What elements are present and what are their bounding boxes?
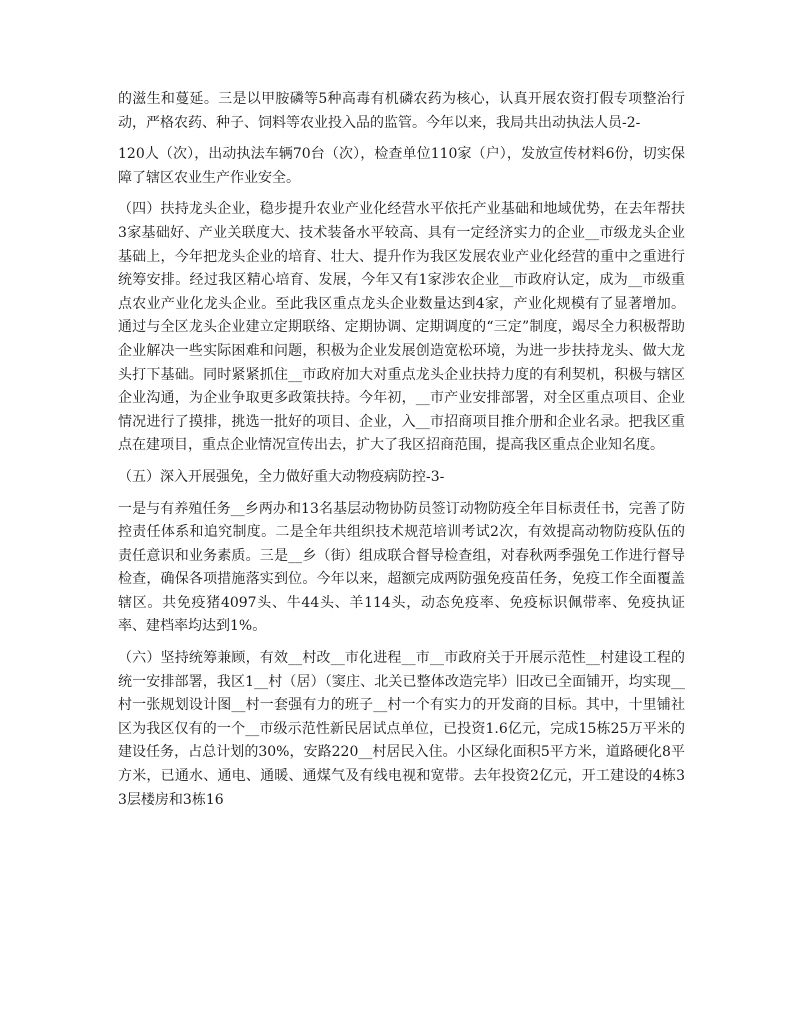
- paragraph-3: （四）扶持龙头企业，稳步提升农业产业化经营水平依托产业基础和地域优势，在去年帮扶3家基础好、产业关联度大、技术装备水平较高、具有一定经济实力的企业__市级龙头企业基础上，今年把龙头企业的培育、壮大、提升作为我区发展农业产业化经营的重中之重进行统筹安排。经过我区精心培育、发展，今年又有1家涉农企业__市政府认定，成为__市级重点农业产业化龙头企业。至此我区重点龙头企业数量达到4家，产业化规模有了显著增加。通过与全区龙头企业建立定期联络、定期协调、定期调度的“三定”制度，竭尽全力积极帮助企业解决一些实际困难和问题，积极为企业发展创造宽松环境，为进一步扶持龙头、做大龙头打下基础。同时紧紧抓住__市政府加大对重点龙头企业扶持力度的有利契机，积极与辖区企业沟通，为企业争取更多政策扶持。今年初，__市产业安排部署，对全区重点项目、企业情况进行了摸排，挑选一批好的项目、企业，入__市招商项目推介册和企业名录。把我区重点在建项目，重点企业情况宣传出去，扩大了我区招商范围，提高我区重点企业知名度。: [118, 201, 685, 454]
- paragraph-1: 的滋生和蔓延。三是以甲胺磷等5种高毒有机磷农药为核心，认真开展农资打假专项整治行动，严格农药、种子、饲料等农业投入品的监管。今年以来，我局共出动执法人员-2-: [118, 91, 685, 131]
- document-page: [118, 88, 685, 820]
- paragraph-5: 一是与有养殖任务__乡两办和13名基层动物协防员签订动物防疫全年目标责任书，完善了防控责任体系和追究制度。二是全年共组织技术规范培训考试2次，有效提高动物防疫队伍的责任意识和业务素质。三是__乡（街）组成联合督导检查组，对春秋两季强免工作进行督导检查，确保各项措施落实到位。今年以来，超额完成两防强免疫苗任务，免疫工作全面覆盖辖区。共免疫猪4097头、牛44头、羊114头，动态免疫率、免疫标识佩带率、免疫执证率、建档率均达到1%。: [118, 500, 685, 635]
- paragraph-4: （五）深入开展强免，全力做好重大动物疫病防控-3-: [118, 468, 445, 485]
- paragraph-6: （六）坚持统筹兼顾，有效__村改__市化进程__市__市政府关于开展示范性__村建设工程的统一安排部署，我区1__村（居）（窦庄、北关已整体改造完毕）旧改已全面铺开，均实现__村一张规划设计图__村一套强有力的班子__村一个有实力的开发商的目标。其中，十里铺社区为我区仅有的一个__市级示范性新民居试点单位，已投资1.6亿元，完成15栋25万平米的建设任务，占总计划的30%，安路220__村居民入住。小区绿化面积5平方米，道路硬化8平方米，已通水、通电、通暖、通煤气及有线电视和宽带。去年投资2亿元，开工建设的4栋33层楼房和3栋16: [118, 650, 685, 808]
- paragraph-2: 120人（次），出动执法车辆70台（次），检查单位110家（户），发放宣传材料6份，切实保障了辖区农业生产作业安全。: [118, 146, 685, 186]
